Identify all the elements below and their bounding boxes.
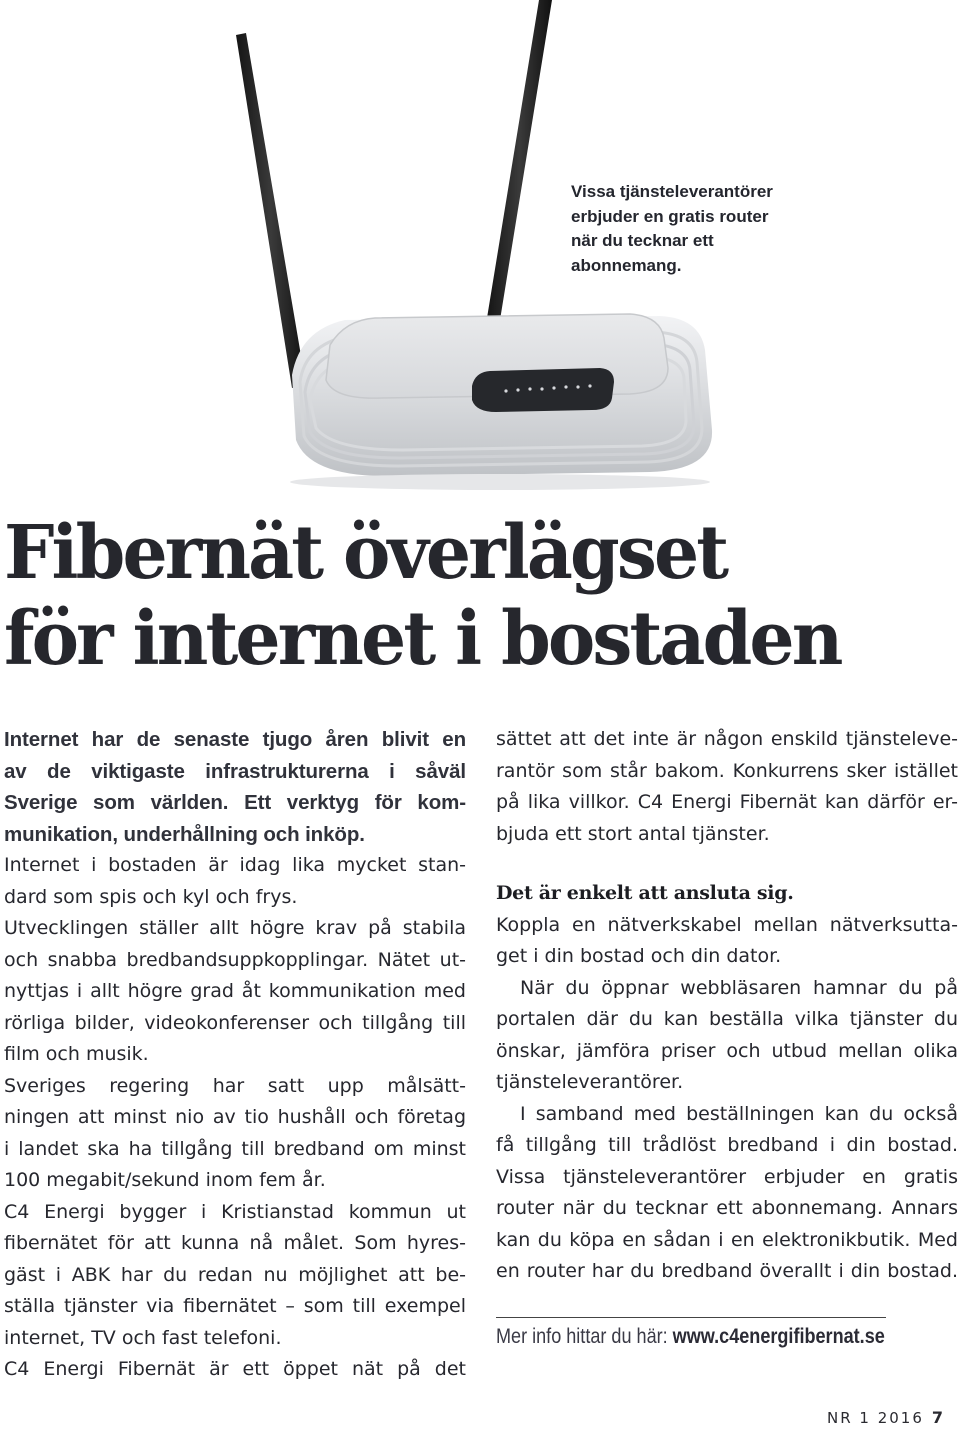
text-line: Utvecklingen ställer allt högre krav på stabila <box>4 917 466 939</box>
body-paragraph <box>496 1099 958 1288</box>
text-line: C4 Energi bygger i Kristianstad kommun ut <box>4 1200 466 1223</box>
text-line: get i din bostad och din dator. <box>496 945 782 967</box>
body-paragraph <box>4 1354 466 1386</box>
text-line: gäst i ABK har du redan nu möjlighet att be- <box>4 1263 466 1286</box>
antenna-left <box>236 33 306 388</box>
lead-paragraph <box>4 724 466 850</box>
text-line: Internet i bostaden är idag lika mycket stan- <box>4 854 466 876</box>
more-info <box>496 1325 885 1349</box>
body-paragraph <box>496 910 958 973</box>
divider <box>496 1317 886 1318</box>
section-heading: Det är enkelt att ansluta sig. <box>496 882 794 904</box>
antenna-right <box>487 0 552 320</box>
headline-line: för internet i bostaden <box>4 596 841 682</box>
text-line: på lika villkor. C4 Energi Fibernät kan därför er- <box>496 791 958 813</box>
text-line: dard som spis och kyl och frys. <box>4 885 298 908</box>
text-line: Koppla en nätverkskabel mellan nätverksutta- <box>496 913 958 936</box>
text-line: internet, TV och fast telefoni. <box>4 1326 282 1349</box>
text-line: i landet ska ha tillgång till bredband om minst <box>4 1137 466 1160</box>
text-line: av de viktigaste infrastrukturerna i såväl <box>4 759 466 783</box>
text-line: portalen där du kan beställa vilka tjänster du <box>496 1008 958 1030</box>
text-line: önskar, jämföra priser och utbud mellan olika <box>496 1039 958 1062</box>
text-line: och snabba bredbandsuppkopplingar. Nätet ut- <box>4 948 466 971</box>
text-line: ningen att minst nio av tio hushåll och företag <box>4 1106 466 1128</box>
headline-line: Fibernät överlägset <box>4 510 727 596</box>
body-paragraph <box>4 850 466 913</box>
article-column-right <box>496 724 958 1288</box>
caption-line: erbjuder en gratis router <box>571 206 769 226</box>
caption-line: Vissa tjänsteleverantörer <box>571 182 773 201</box>
text-line: nyttjas i allt högre grad åt kommunikation med <box>4 980 466 1002</box>
page-footer <box>827 1408 943 1427</box>
text-line: sättet att det inte är någon enskild tjänsteleve- <box>496 728 958 750</box>
article-column-left <box>4 724 466 1386</box>
page-title <box>4 510 916 682</box>
body-paragraph <box>4 913 466 1071</box>
text-line: film och musik. <box>4 1043 149 1065</box>
text-line: ställa tjänster via fibernätet – som till exempel <box>4 1295 466 1317</box>
text-line: När du öppnar webbläsaren hamnar du på <box>520 976 958 999</box>
text-line: Sveriges regering har satt upp målsätt- <box>4 1074 466 1097</box>
router-image <box>0 0 960 520</box>
text-line: rörliga bilder, videokonferenser och tillgång till <box>4 1011 466 1034</box>
text-line: en router har du bredband överallt i din bostad. <box>496 1260 958 1282</box>
caption-line: abonnemang. <box>571 255 682 275</box>
body-paragraph <box>496 973 958 1099</box>
text-line: Internet har de senaste tjugo åren blivit en <box>4 728 466 751</box>
text-line: kan du köpa en sådan i en elektronikbutik. Med <box>496 1228 958 1251</box>
text-line: bjuda ett stort antal tjänster. <box>496 822 770 845</box>
text-line: munikation, underhållning och inköp. <box>4 822 365 846</box>
text-line: Vissa tjänsteleverantörer erbjuder en gratis <box>496 1165 958 1188</box>
body-paragraph <box>4 1197 466 1355</box>
text-line: router när du tecknar ett abonnemang. Annars <box>496 1197 958 1219</box>
text-line: I samband med beställningen kan du också <box>520 1102 958 1125</box>
text-line: tjänsteleverantörer. <box>496 1071 684 1093</box>
caption-line: när du tecknar ett <box>571 231 714 250</box>
page-number: 7 <box>931 1408 944 1427</box>
text-line: rantör som står bakom. Konkurrens sker istället <box>496 759 958 782</box>
more-info-label: Mer info hittar du här: <box>496 1325 668 1348</box>
text-line: få tillgång till trådlöst bredband i din bostad. <box>496 1134 958 1156</box>
body-paragraph <box>4 1071 466 1197</box>
website-link[interactable]: www.c4energifibernat.se <box>672 1325 885 1348</box>
photo-caption <box>571 180 781 278</box>
text-line: C4 Energi Fibernät är ett öppet nät på det <box>4 1358 466 1380</box>
text-line: fibernätet för att kunna nå målet. Som hyres- <box>4 1232 466 1254</box>
text-line: Sverige som världen. Ett verktyg för kom- <box>4 791 466 814</box>
text-line: 100 megabit/sekund inom fem år. <box>4 1169 326 1191</box>
issue-number: NR 1 2016 <box>827 1409 924 1427</box>
body-paragraph <box>496 724 958 850</box>
